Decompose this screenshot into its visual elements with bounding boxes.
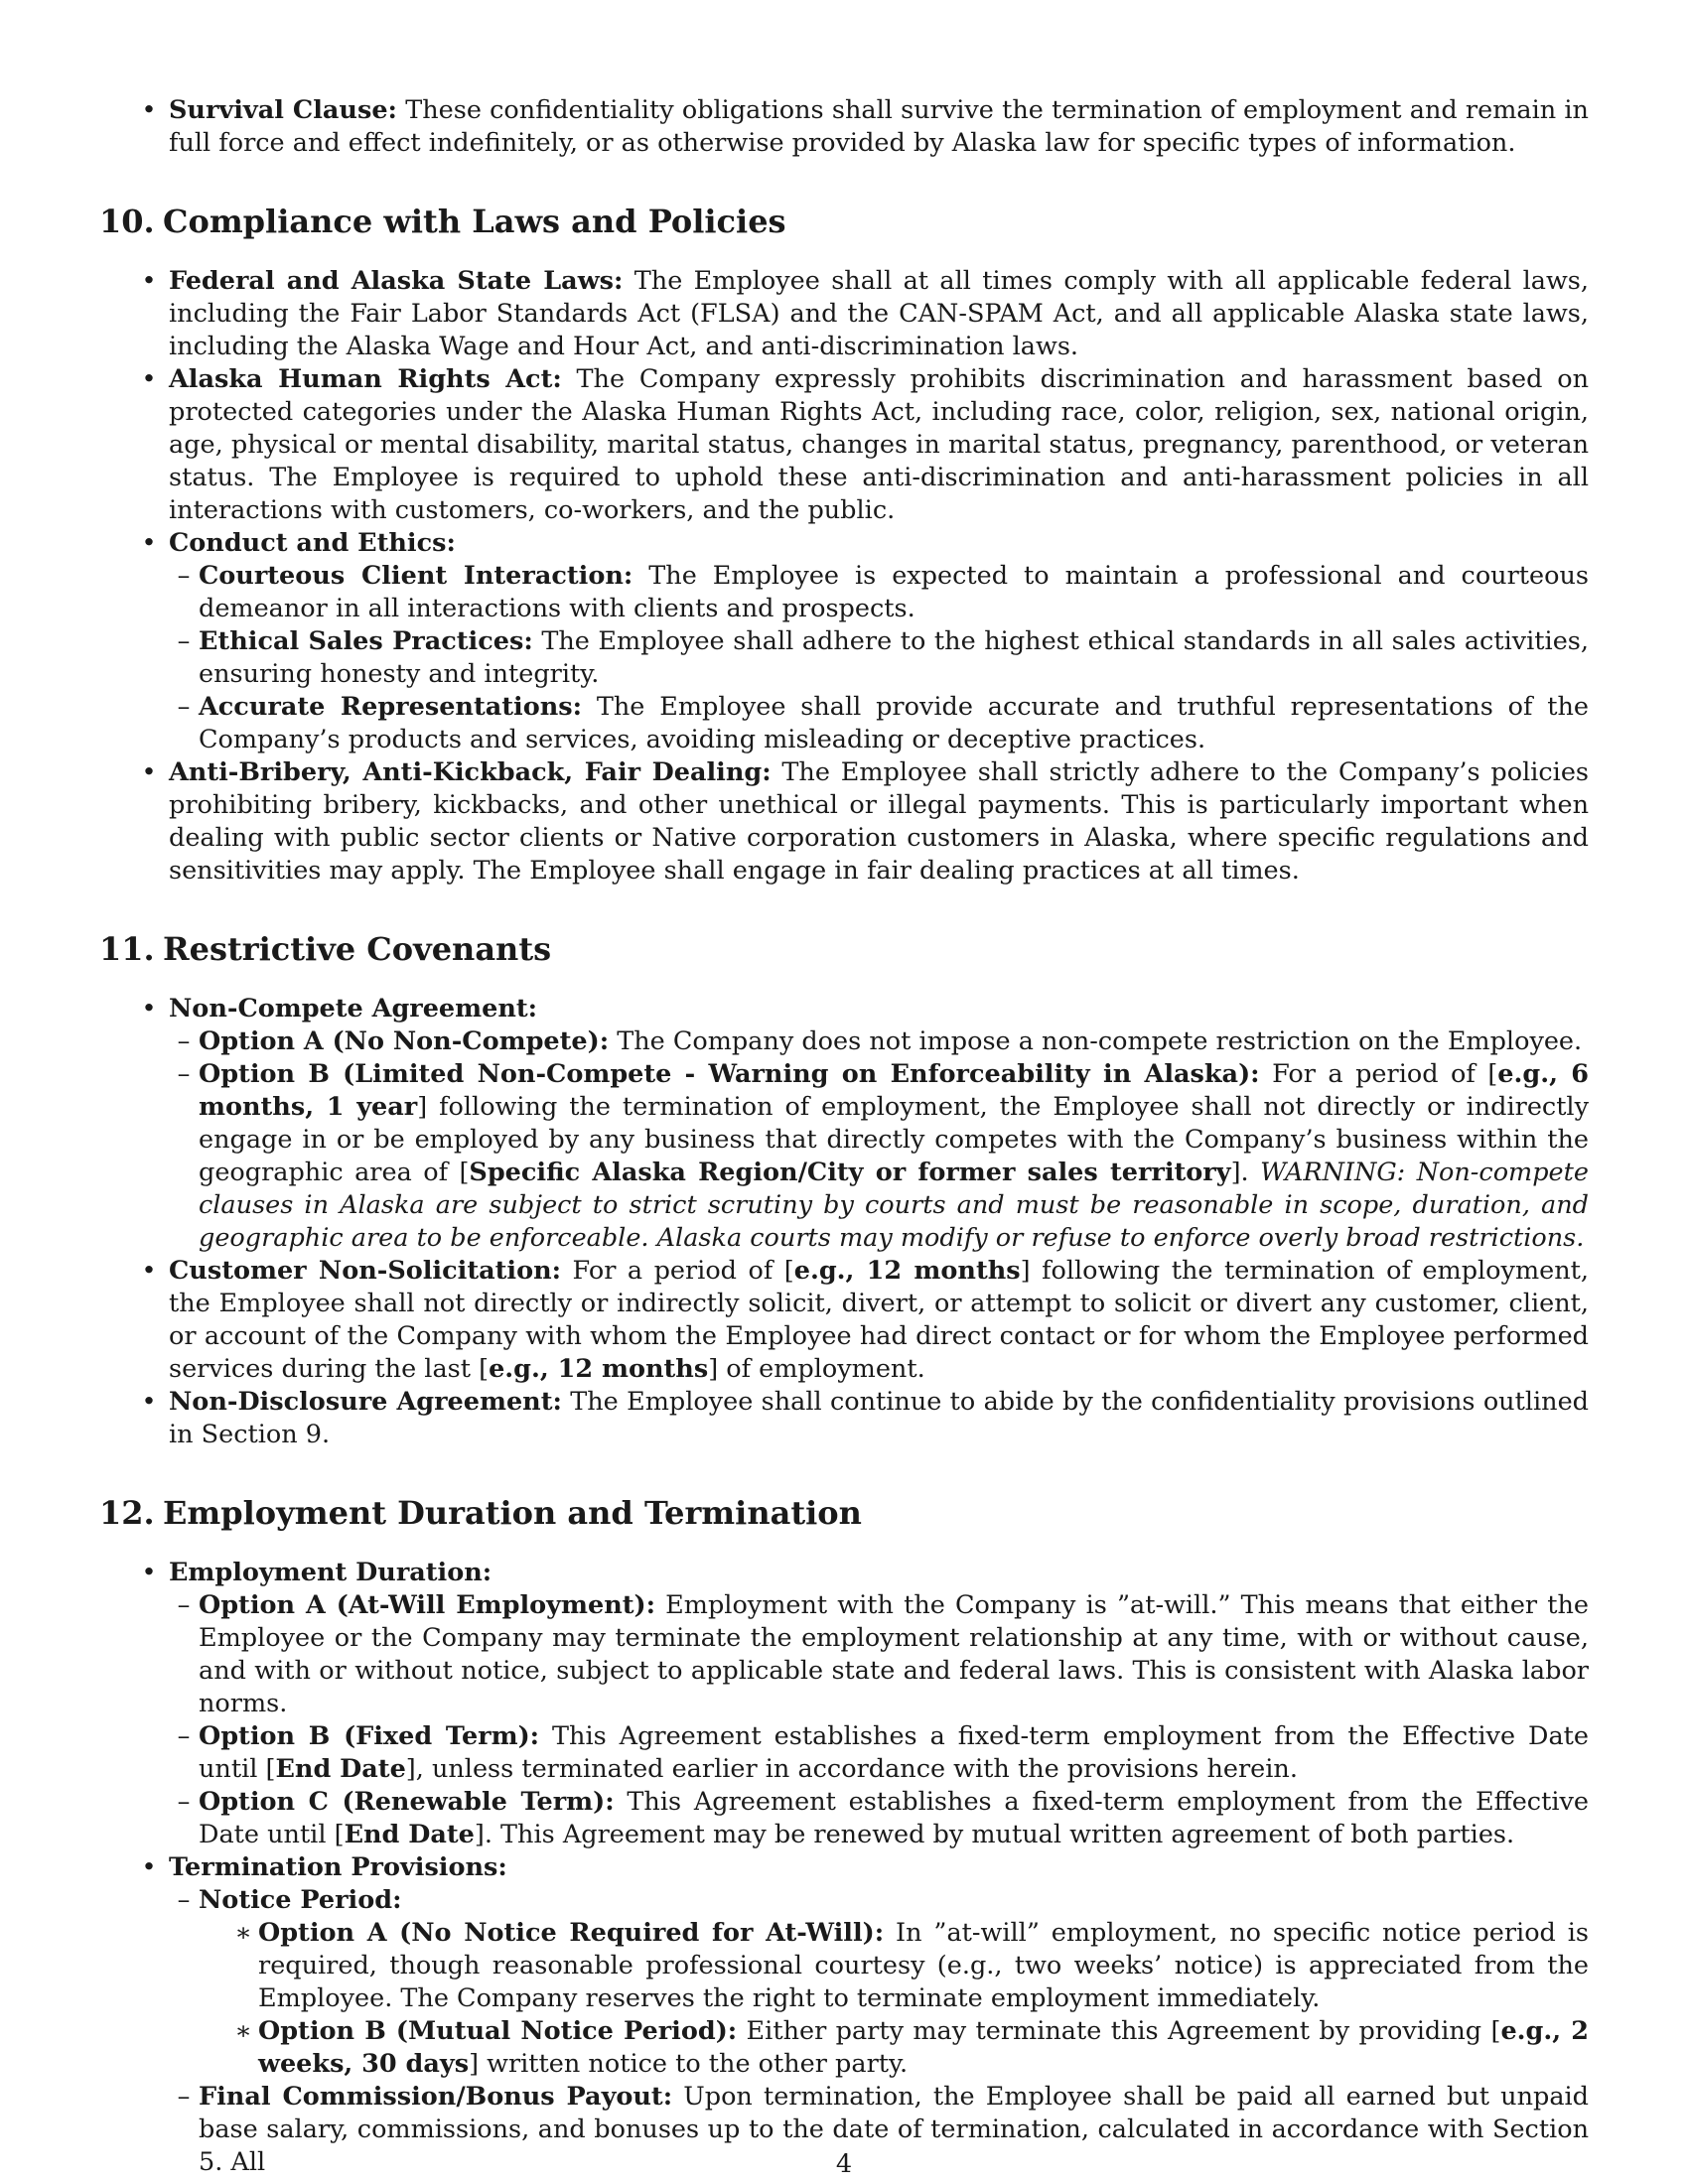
- bullet-icon: [99, 265, 169, 363]
- sub-sub-item-notice-option-b: [258, 2015, 1589, 2081]
- item-label: Non-Compete Agreement:: [169, 994, 538, 1024]
- section-title: Employment Duration and Termination: [163, 1494, 862, 1532]
- warning-text: WARNING: Non-compete clauses in Alaska are subject to strict scrutiny by courts and must be reasonable in scope, duration, and geographic area to be enforceable. Alaska courts may modify or refuse to enforce overly broad restrictions.: [199, 1158, 1589, 1253]
- asterisk-icon: [228, 2015, 258, 2081]
- item-text: The Employee shall adhere to the highest ethical standards in all sales activities, ensuring honesty and integrity.: [199, 626, 1589, 689]
- sub-item-ethical: [199, 625, 1589, 691]
- item-text: The Company expressly prohibits discrimination and harassment based on protected categories under the Alaska Human Rights Act, including race, color, religion, sex, national origin, age, physical or mental disability, marital status, changes in marital status, pregnancy, parenthood, or veteran status. The Employee is required to uphold these anti-discrimination and anti-harassment policies in all interactions with customers, co-workers, and the public.: [169, 364, 1589, 525]
- list-item-anti-bribery: [129, 756, 1589, 887]
- placeholder-value: Specific Alaska Region/City or former sales territory: [469, 1158, 1231, 1187]
- item-text: Either party may terminate this Agreement by providing [: [737, 2016, 1501, 2046]
- item-text: ] of employment.: [708, 1354, 925, 1384]
- placeholder-value: End Date: [275, 1754, 406, 1784]
- item-label: Ethical Sales Practices:: [199, 626, 533, 656]
- item-label: Alaska Human Rights Act:: [169, 364, 562, 394]
- item-text: ] following the termination of employment, the Employee shall not directly or indirectly engage in or be employed by any business that directly competes with the Company’s business within the geographic area of [: [199, 1092, 1589, 1187]
- item-label: Option A (No Notice Required for At-Will):: [258, 1918, 885, 1948]
- item-text: The Employee is expected to maintain a professional and courteous demeanor in all interactions with clients and prospects.: [199, 561, 1589, 623]
- sub-item-accurate: [199, 691, 1589, 756]
- section-number: 10.: [99, 203, 155, 240]
- dash-icon: [169, 1884, 199, 1917]
- item-text: This Agreement establishes a fixed-term employment from the Effective Date until [: [199, 1721, 1589, 1784]
- bullet-icon: [99, 756, 169, 887]
- item-text: This Agreement establishes a fixed-term employment from the Effective Date until [: [199, 1787, 1589, 1849]
- section-heading-10: [99, 202, 1589, 241]
- section-number: 11.: [99, 930, 155, 968]
- section-heading-11: [99, 929, 1589, 969]
- list-item-conduct: [129, 527, 1589, 560]
- dash-icon: [169, 1720, 199, 1786]
- item-text: Upon termination, the Employee shall be paid all earned but unpaid base salary, commissions, and bonuses up to the date of termination, calculated in accordance with Section 5. All: [199, 2082, 1589, 2177]
- item-label: Federal and Alaska State Laws:: [169, 266, 624, 296]
- item-label: Courteous Client Interaction:: [199, 561, 633, 591]
- page-number: 4: [835, 2149, 853, 2179]
- list-item-federal-laws: [129, 265, 1589, 363]
- item-text: ] following the termination of employment, the Employee shall not directly or indirectly solicit, divert, or attempt to solicit or divert any customer, client, or account of the Company with whom the Employee had direct contact or for whom the Employee performed services during the last [: [169, 1256, 1589, 1384]
- placeholder-value: e.g., 12 months: [489, 1354, 709, 1384]
- bullet-icon: [99, 363, 169, 527]
- asterisk-icon: [228, 1917, 258, 2015]
- item-text: The Employee shall at all times comply with all applicable federal laws, including the Fair Labor Standards Act (FLSA) and the CAN-SPAM Act, and all applicable Alaska state laws, including the Alaska Wage and Hour Act, and anti-discrimination laws.: [169, 266, 1589, 361]
- item-text: ] written notice to the other party.: [469, 2049, 909, 2079]
- item-text: Employment with the Company is ”at-will.” This means that either the Employee or the Company may terminate the employment relationship at any time, with or without cause, and with or without notice, subject to applicable state and federal laws. This is consistent with Alaska labor norms.: [199, 1590, 1590, 1718]
- item-text: ], unless terminated earlier in accordance with the provisions herein.: [405, 1754, 1298, 1784]
- item-label: Conduct and Ethics:: [169, 528, 456, 558]
- item-text: In ”at-will” employment, no specific notice period is required, though reasonable professional courtesy (e.g., two weeks’ notice) is appreciated from the Employee. The Company reserves the right to terminate employment immediately.: [258, 1918, 1590, 2013]
- item-label: Non-Disclosure Agreement:: [169, 1387, 562, 1417]
- sub-item-duration-option-a: [199, 1589, 1589, 1720]
- dash-icon: [169, 1058, 199, 1255]
- list-item-human-rights: [129, 363, 1589, 527]
- bullet-icon: [99, 94, 169, 160]
- section-number: 12.: [99, 1494, 155, 1532]
- placeholder-value: e.g., 12 months: [793, 1256, 1021, 1286]
- item-text: ]. This Agreement may be renewed by mutual written agreement of both parties.: [474, 1820, 1515, 1849]
- item-label: Option A (At-Will Employment):: [199, 1590, 656, 1620]
- dash-icon: [169, 1786, 199, 1851]
- dash-icon: [169, 625, 199, 691]
- item-text: The Employee shall provide accurate and truthful representations of the Company’s products and services, avoiding misleading or deceptive practices.: [199, 692, 1590, 754]
- item-label: Final Commission/Bonus Payout:: [199, 2082, 673, 2112]
- item-label: Notice Period:: [199, 1885, 402, 1915]
- item-text: The Employee shall strictly adhere to the Company’s policies prohibiting bribery, kickbacks, and other unethical or illegal payments. This is particularly important when dealing with public sector clients or Native corporation customers in Alaska, where specific regulations and sensitivities may apply. The Employee shall engage in fair dealing practices at all times.: [169, 757, 1589, 886]
- section-title: Restrictive Covenants: [163, 930, 552, 968]
- list-item-non-disclosure: [129, 1386, 1589, 1451]
- item-text: These confidentiality obligations shall survive the termination of employment and remain in full force and effect indefinitely, or as otherwise provided by Alaska law for specific types of information.: [169, 95, 1589, 158]
- item-label: Anti-Bribery, Anti-Kickback, Fair Dealing:: [169, 757, 772, 787]
- list-item-non-solicitation: [129, 1255, 1589, 1386]
- list-item-termination-provisions: [129, 1851, 1589, 1884]
- item-label: Accurate Representations:: [199, 692, 583, 722]
- item-label: Employment Duration:: [169, 1558, 492, 1587]
- item-text: The Company does not impose a non-compete restriction on the Employee.: [609, 1026, 1583, 1056]
- item-label: Option C (Renewable Term):: [199, 1787, 615, 1817]
- sub-sub-item-notice-option-a: [258, 1917, 1589, 2015]
- placeholder-value: e.g., 6 months, 1 year: [199, 1059, 1590, 1122]
- bullet-icon: [99, 1386, 169, 1451]
- item-label: Option B (Fixed Term):: [199, 1721, 540, 1751]
- item-label: Survival Clause:: [169, 95, 397, 125]
- list-item-survival-clause: [129, 94, 1589, 160]
- bullet-icon: [99, 1851, 169, 1884]
- sub-item-duration-option-b: [199, 1720, 1589, 1786]
- placeholder-value: e.g., 2 weeks, 30 days: [258, 2016, 1589, 2079]
- item-label: Option A (No Non-Compete):: [199, 1026, 610, 1056]
- dash-icon: [169, 1025, 199, 1058]
- placeholder-value: End Date: [344, 1820, 475, 1849]
- bullet-icon: [99, 1255, 169, 1386]
- item-text: ].: [1230, 1158, 1261, 1187]
- dash-icon: [169, 691, 199, 756]
- dash-icon: [169, 1589, 199, 1720]
- bullet-icon: [99, 1557, 169, 1589]
- item-text: For a period of [: [1259, 1059, 1498, 1089]
- item-label: Option B (Mutual Notice Period):: [258, 2016, 738, 2046]
- section-heading-12: [99, 1493, 1589, 1533]
- sub-item-courteous: [199, 560, 1589, 625]
- bullet-icon: [99, 527, 169, 560]
- section-title: Compliance with Laws and Policies: [163, 203, 786, 240]
- sub-item-duration-option-c: [199, 1786, 1589, 1851]
- list-item-non-compete: [129, 993, 1589, 1025]
- list-item-employment-duration: [129, 1557, 1589, 1589]
- document-page: [99, 94, 1589, 2179]
- sub-item-notice-period: [199, 1884, 1589, 1917]
- item-label: Option B (Limited Non-Compete - Warning on Enforceability in Alaska):: [199, 1059, 1260, 1089]
- item-text: The Employee shall continue to abide by the confidentiality provisions outlined in Section 9.: [169, 1387, 1589, 1449]
- bullet-icon: [99, 993, 169, 1025]
- item-label: Termination Provisions:: [169, 1852, 507, 1882]
- item-label: Customer Non-Solicitation:: [169, 1256, 562, 1286]
- sub-item-noncompete-option-b: [199, 1058, 1589, 1255]
- item-text: For a period of [: [561, 1256, 794, 1286]
- sub-item-noncompete-option-a: [199, 1025, 1589, 1058]
- dash-icon: [169, 560, 199, 625]
